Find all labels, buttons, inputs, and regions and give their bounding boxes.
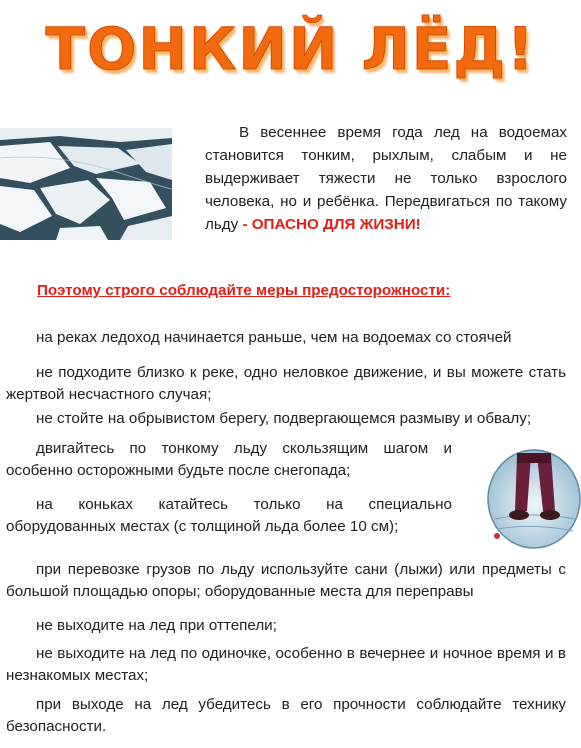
rule-item-8: не выходите на лед по одиночке, особенно в вечернее и ночное время и в незнакомых местах; [6,645,566,684]
intro-text: В весеннее время года лед на водоемах становится тонким, рыхлым, слабым и не выдерживает тяжести не только взрослого человека, но и ребёнка. Передвигаться по такому льду [205,124,567,233]
rule-item-5: на коньках катайтесь только на специально оборудованных местах (с толщиной льда более 10 см); [6,496,452,535]
cracked-ice-image [0,128,172,240]
rule-item-9: при выходе на лед убедитесь в его прочности соблюдайте технику безопасности. [6,696,566,735]
rule-item-6: при перевозке грузов по льду используйте сани (лыжи) или предметы с большой площадью опоры; оборудованные места для переправы [6,561,566,600]
rule-item-1: на реках ледоход начинается раньше, чем на водоемах со стоячей [36,329,512,346]
walking-on-ice-image [487,449,581,549]
page-title: ТОНКИЙ ЛЁД! [45,15,536,83]
rule-item-3: не стойте на обрывистом берегу, подвергающемся размыву и обвалу; [36,410,532,427]
warning-heading: Поэтому строго соблюдайте меры предосторожности: [37,282,451,299]
rule-item-4: двигайтесь по тонкому льду скользящим шагом и особенно осторожными будьте после снегопада; [6,440,452,479]
rule-item-7: не выходите на лед при оттепели; [36,617,277,634]
danger-text: - ОПАСНО ДЛЯ ЖИЗНИ! [242,216,421,233]
rule-item-2: не подходите близко к реке, одно неловкое движение, и вы можете стать жертвой несчастного случая; [6,364,566,403]
intro-paragraph [205,121,567,236]
